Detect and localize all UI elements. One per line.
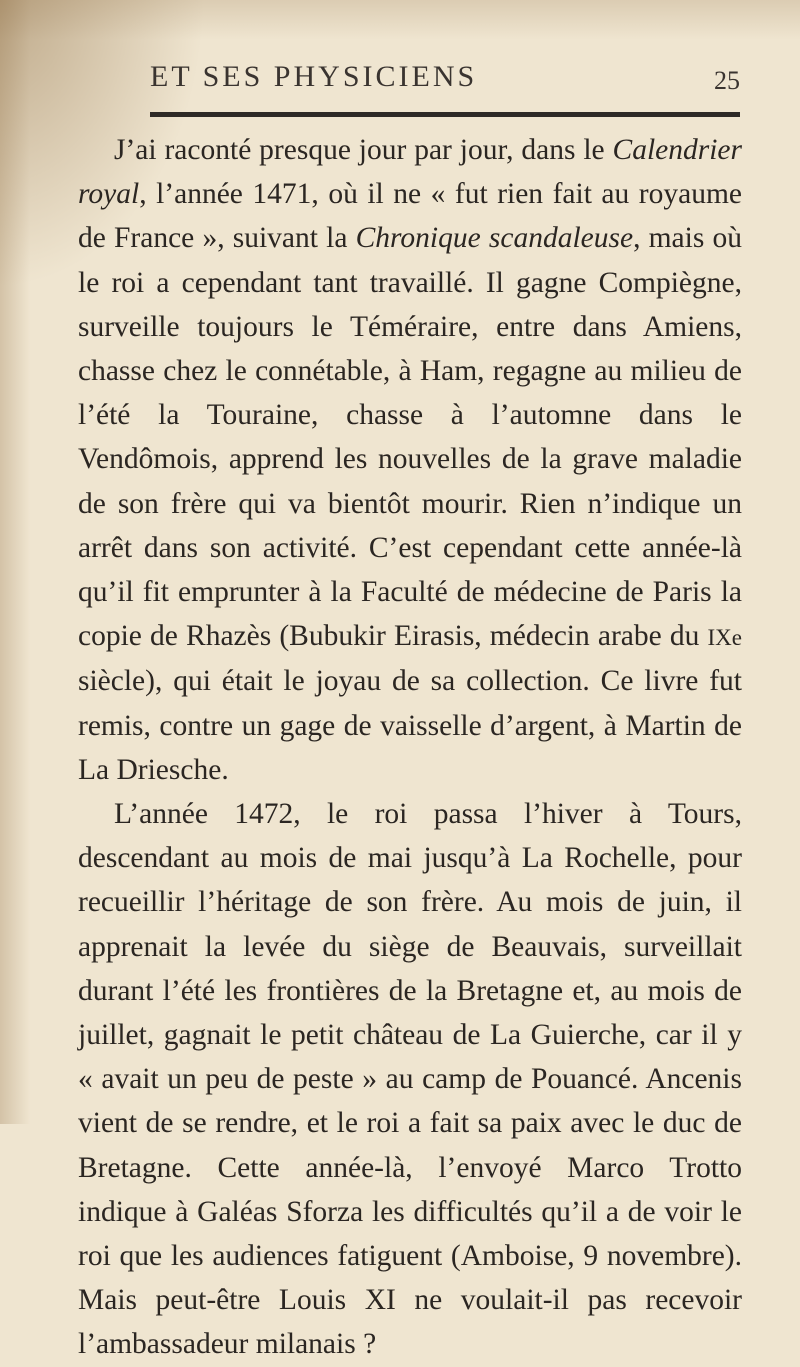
book-title-calendrier: Calendrier royal [78, 134, 742, 211]
page-header [150, 60, 740, 100]
running-title: ET SES PHYSICIENS [150, 60, 478, 93]
page-number: 25 [714, 66, 740, 95]
text-run: J’ai raconté presque jour par jour, dans le [114, 134, 613, 166]
header-rule [150, 112, 740, 117]
century-numeral: IXe [707, 624, 742, 651]
book-title-chronique: Chronique scandaleuse [355, 222, 634, 255]
paragraph-2 [78, 792, 742, 1367]
text-run: , mais où le roi a cependant tant travaillé. Il gagne Compiègne, surveille toujours le Téméraire, entre dans Amiens, chasse chez le connétable, à Ham, regagne au milieu de l’été la Touraine, chasse à l’automne dans le Vendômois, apprend les nouvelles de la grave maladie de son frère qui va bientôt mourir. Rien n’indique un arrêt dans son activité. C’est cependant cette année-là qu’il fit emprunter à la Faculté de médecine de Paris la copie de Rhazès (Bubukir Eirasis, médecin arabe du [78, 222, 742, 653]
paragraph-1 [78, 128, 742, 792]
text-run: siècle), qui était le joyau de sa collection. Ce livre fut remis, contre un gage de vaisselle d’argent, à Martin de La Driesche. [78, 665, 742, 786]
text-run: , l’année 1471, où il ne « fut rien fait au royaume de France », suivant la [78, 178, 742, 255]
text-run: L’année 1472, le roi passa l’hiver à Tours, descendant au mois de mai jusqu’à La Rochelle, pour recueillir l’héritage de son frère. Au mois de juin, il apprenait la levée du siège de Beauvais, surveillait durant l’été les frontières de la Bretagne et, au mois de juillet, gagnait le petit château de La Guierche, car il y « avait un peu de peste » au camp de Pouancé. Ancenis vient de se rendre, et le roi a fait sa paix avec le duc de Bretagne. Cette année-là, l’envoyé Marco Trotto indique à Galéas Sforza les difficultés qu’il a de voir le roi que les audiences fatiguent (Amboise, 9 novembre). Mais peut-être Louis XI ne voulait-il pas recevoir l’ambassadeur milanais ? [78, 798, 742, 1361]
body-text [78, 128, 742, 1367]
